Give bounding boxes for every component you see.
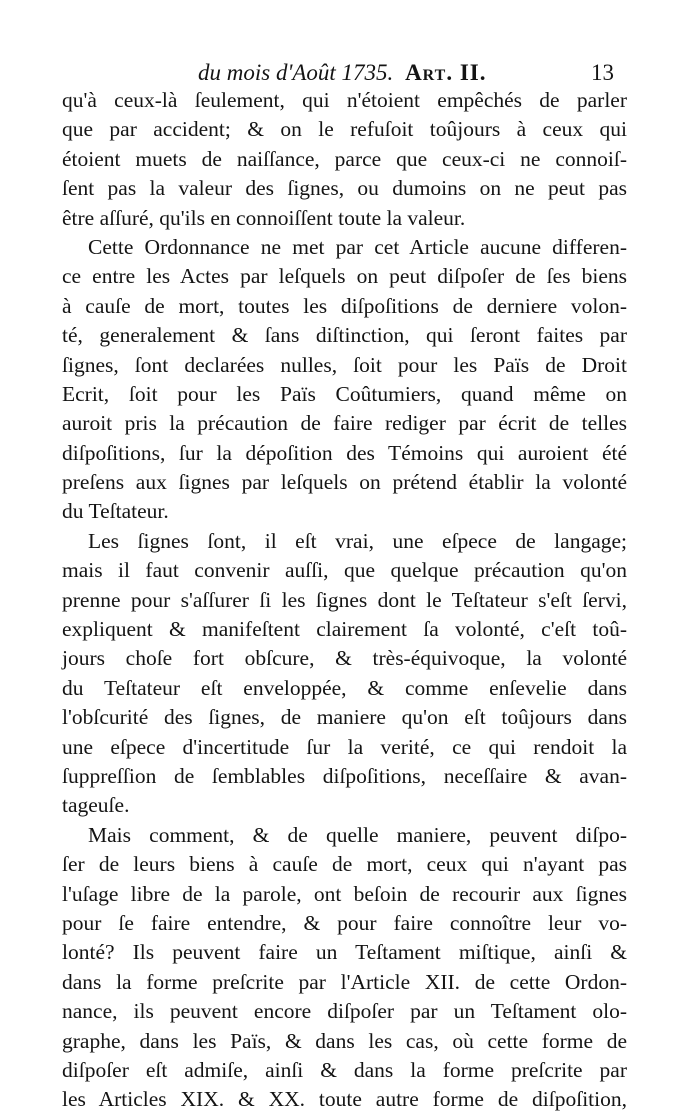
- text-line: mais il faut convenir auſſi, que quelque précaution qu'on: [62, 558, 627, 583]
- text-line: graphe, dans les Païs, & dans les cas, où cette forme de: [62, 1028, 627, 1053]
- text-line: diſpoſitions, ſur la dépoſition des Témoins qui auroient été: [62, 440, 627, 465]
- text-line: les Articles XIX. & XX. toute autre forme de diſpoſition,: [62, 1087, 627, 1112]
- text-line: tageuſe.: [62, 793, 130, 818]
- text-line: ſuppreſſion de ſemblables diſpoſitions, neceſſaire & avan-: [62, 763, 627, 788]
- text-line: à cauſe de mort, toutes les diſpoſitions de derniere volon-: [62, 293, 627, 318]
- text-line: dans la forme preſcrite par l'Article XII. de cette Ordon-: [62, 969, 627, 994]
- text-line: ſent pas la valeur des ſignes, ou dumoins on ne peut pas: [62, 176, 627, 201]
- running-head-title: du mois d'Août 1735.: [198, 60, 394, 85]
- running-head-article: Art. II.: [405, 60, 487, 85]
- text-line: té, generalement & ſans diſtinction, qui ſeront faites par: [62, 323, 627, 348]
- text-line: que par accident; & on le refuſoit toûjours à ceux qui: [62, 117, 627, 142]
- text-line: ce entre les Actes par leſquels on peut diſpoſer de ſes biens: [62, 264, 627, 289]
- text-line: ſer de leurs biens à cauſe de mort, ceux qui n'ayant pas: [62, 852, 627, 877]
- text-line: jours choſe fort obſcure, & très-équivoque, la volonté: [62, 646, 627, 671]
- text-line: du Teſtateur.: [62, 499, 169, 524]
- text-line: lonté? Ils peuvent faire un Teſtament miſtique, ainſi &: [62, 940, 627, 965]
- body-text: [62, 86, 627, 1115]
- text-line: auroit pris la précaution de faire rediger par écrit de telles: [62, 411, 627, 436]
- running-head: [198, 58, 628, 88]
- text-line: expliquent & manifeſtent clairement ſa volonté, c'eſt toû-: [62, 617, 627, 642]
- text-line: Cette Ordonnance ne met par cet Article aucune differen-: [88, 234, 627, 259]
- page-number: 13: [591, 60, 614, 85]
- text-line: l'uſage libre de la parole, ont beſoin de recourir aux ſignes: [62, 881, 627, 906]
- text-line: Les ſignes ſont, il eſt vrai, une eſpece de langage;: [88, 528, 627, 553]
- text-line: prenne pour s'aſſurer ſi les ſignes dont le Teſtateur s'eſt ſervi,: [62, 587, 627, 612]
- text-line: l'obſcurité des ſignes, de maniere qu'on eſt toûjours dans: [62, 705, 627, 730]
- text-line: étoient muets de naiſſance, parce que ceux-ci ne connoiſ-: [62, 146, 627, 171]
- text-line: pour ſe faire entendre, & pour faire connoître leur vo-: [62, 910, 627, 935]
- text-line: diſpoſer eſt admiſe, ainſi & dans la forme preſcrite par: [62, 1057, 627, 1082]
- text-line: être aſſuré, qu'ils en connoiſſent toute la valeur.: [62, 205, 466, 230]
- text-line: qu'à ceux-là ſeulement, qui n'étoient empêchés de parler: [62, 88, 627, 112]
- text-line: une eſpece d'incertitude ſur la verité, ce qui rendoit la: [62, 734, 627, 759]
- text-line: ſignes, ſont declarées nulles, ſoit pour les Païs de Droit: [62, 352, 627, 377]
- text-line: nance, ils peuvent encore diſpoſer par un Teſtament olo-: [62, 999, 627, 1024]
- text-line: du Teſtateur eſt enveloppée, & comme enſevelie dans: [62, 675, 627, 700]
- text-line: preſens aux ſignes par leſquels on prétend établir la volonté: [62, 470, 627, 495]
- text-line: Mais comment, & de quelle maniere, peuvent diſpo-: [88, 822, 627, 847]
- text-line: Ecrit, ſoit pour les Païs Coûtumiers, quand même on: [62, 381, 627, 406]
